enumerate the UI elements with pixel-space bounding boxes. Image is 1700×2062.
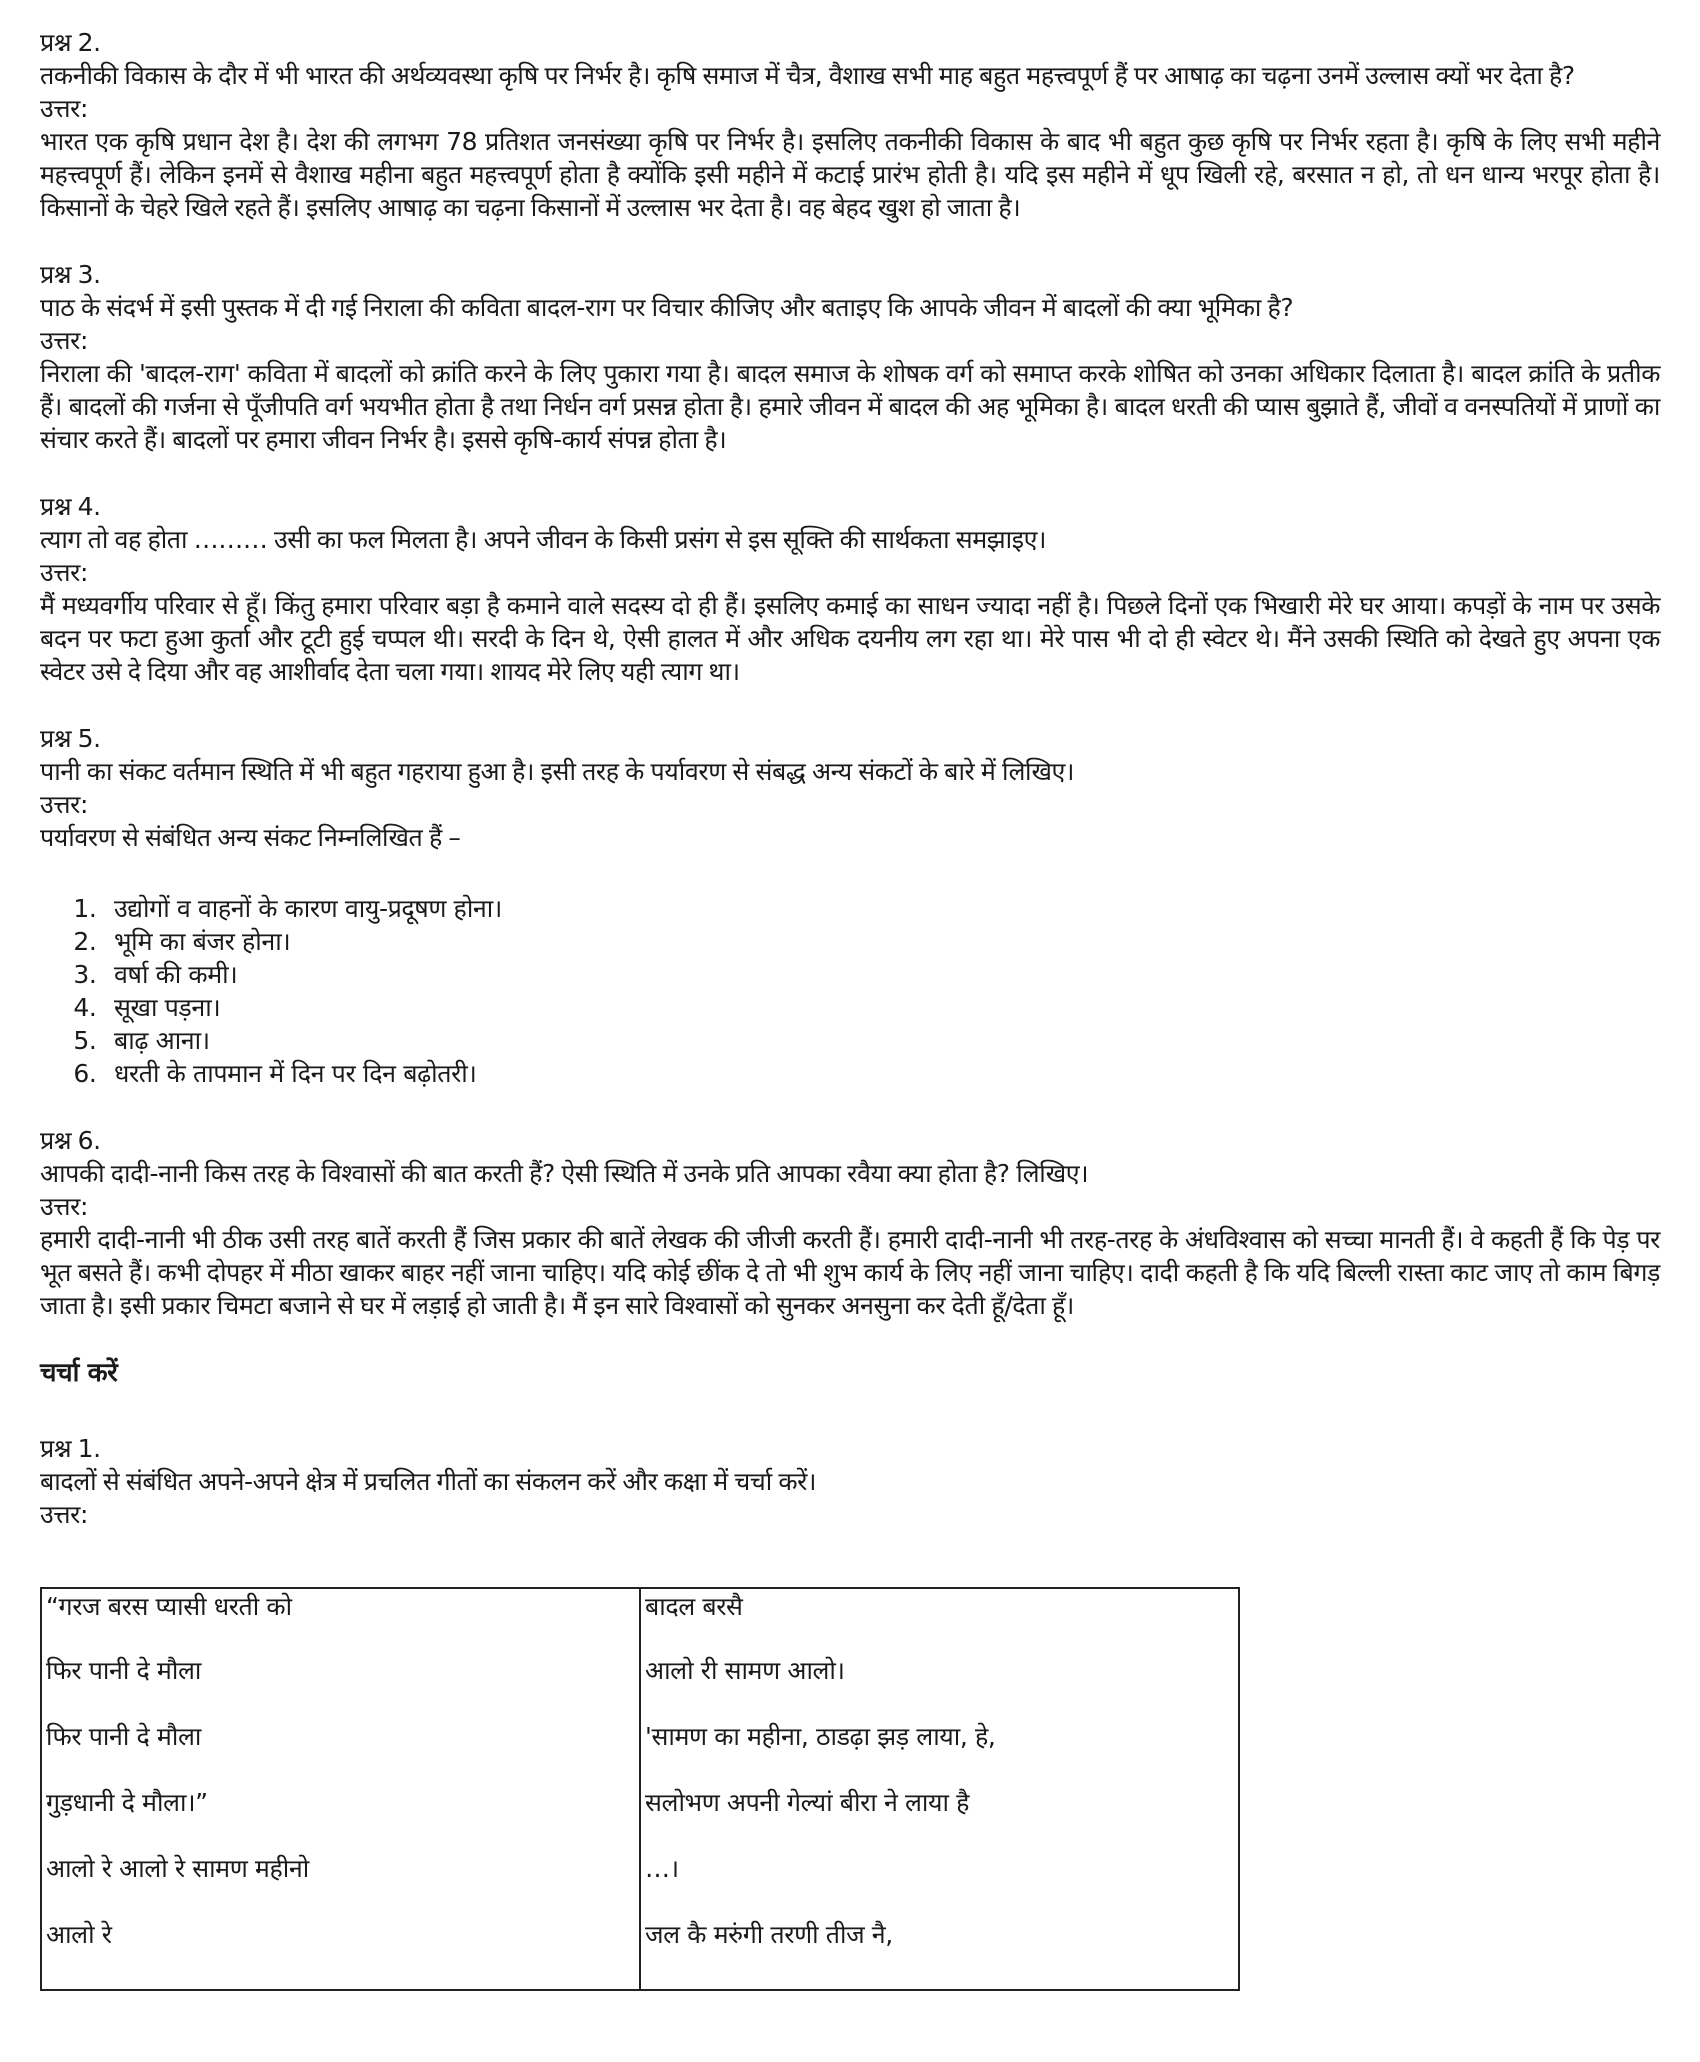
table-cell: 'सामण का महीना, ठाडढ़ा झड़ लाया, हे, (640, 1719, 1239, 1785)
answer-label: उत्तर: (40, 326, 89, 355)
table-cell: जल कै मरुंगी तरणी तीज नै, (640, 1917, 1239, 1990)
answer-label: उत्तर: (40, 558, 89, 587)
answer-label: उत्तर: (40, 1500, 89, 1529)
answer-label: उत्तर: (40, 94, 89, 123)
table-row (41, 1588, 1239, 1653)
question-label: प्रश्न 5. (40, 724, 101, 753)
question-text: तकनीकी विकास के दौर में भी भारत की अर्थव्यवस्था कृषि पर निर्भर है। कृषि समाज में चैत्र, वैशाख सभी माह बहुत महत्त्वपूर्ण हैं पर आषाढ़ का चढ़ना उनमें उल्लास क्यों भर देता है? (40, 61, 1575, 90)
question-6 (40, 1124, 1660, 1322)
answer-label: उत्तर: (40, 1192, 89, 1221)
table-cell: “गरज बरस प्यासी धरती को (41, 1588, 640, 1653)
list-item: 2. भूमि का बंजर होना। (104, 925, 1660, 958)
list-item: 1. उद्योगों व वाहनों के कारण वायु-प्रदूषण होना। (104, 892, 1660, 925)
table-cell: …। (640, 1851, 1239, 1917)
question-label: प्रश्न 1. (40, 1434, 101, 1463)
list-item: 5. बाढ़ आना। (104, 1024, 1660, 1057)
list-item: 6. धरती के तापमान में दिन पर दिन बढ़ोतरी। (104, 1057, 1660, 1090)
question-label: प्रश्न 6. (40, 1126, 101, 1155)
songs-table (40, 1587, 1240, 1991)
table-cell: बादल बरसै (640, 1588, 1239, 1653)
discussion-heading: चर्चा करें (40, 1358, 118, 1388)
question-text: आपकी दादी-नानी किस तरह के विश्वासों की बात करती हैं? ऐसी स्थिति में उनके प्रति आपका रवैया क्या होता है? लिखिए। (40, 1159, 1089, 1188)
table-cell: सलोभण अपनी गेल्यां बीरा ने लाया है (640, 1785, 1239, 1851)
discussion-question-1 (40, 1432, 1660, 1531)
table-cell: आलो रे आलो रे सामण महीनो (41, 1851, 640, 1917)
question-5 (40, 722, 1660, 1090)
table-cell: गुड़धानी दे मौला।” (41, 1785, 640, 1851)
answer-label: उत्तर: (40, 790, 89, 819)
table-row (41, 1917, 1239, 1990)
table-row (41, 1653, 1239, 1719)
question-label: प्रश्न 4. (40, 492, 101, 521)
environment-crisis-list (40, 892, 1660, 1090)
table-cell: आलो रे (41, 1917, 640, 1990)
question-4 (40, 490, 1660, 688)
question-label: प्रश्न 2. (40, 28, 101, 57)
table-cell: आलो री सामण आलो। (640, 1653, 1239, 1719)
list-item: 4. सूखा पड़ना। (104, 991, 1660, 1024)
question-text: पानी का संकट वर्तमान स्थिति में भी बहुत गहराया हुआ है। इसी तरह के पर्यावरण से संबद्ध अन्य संकटों के बारे में लिखिए। (40, 757, 1075, 786)
question-text: बादलों से संबंधित अपने-अपने क्षेत्र में प्रचलित गीतों का संकलन करें और कक्षा में चर्चा करें। (40, 1467, 817, 1496)
table-cell: फिर पानी दे मौला (41, 1653, 640, 1719)
table-row (41, 1719, 1239, 1785)
question-text: पाठ के संदर्भ में इसी पुस्तक में दी गई निराला की कविता बादल-राग पर विचार कीजिए और बताइए कि आपके जीवन में बादलों की क्या भूमिका है? (40, 293, 1294, 322)
table-cell: फिर पानी दे मौला (41, 1719, 640, 1785)
question-3 (40, 258, 1660, 456)
answer-text: भारत एक कृषि प्रधान देश है। देश की लगभग 78 प्रतिशत जनसंख्या कृषि पर निर्भर है। इसलिए तकनीकी विकास के बाद भी बहुत कुछ कृषि पर निर्भर रहता है। कृषि के लिए सभी महीने महत्त्वपूर्ण हैं। लेकिन इनमें से वैशाख महीना बहुत महत्त्वपूर्ण होता है क्योंकि इसी महीने में कटाई प्रारंभ होती है। यदि इस महीने में धूप खिली रहे, बरसात न हो, तो धन धान्य भरपूर होता है। किसानों के चेहरे खिले रहते हैं। इसलिए आषाढ़ का चढ़ना किसानों में उल्लास भर देता है। वह बेहद खुश हो जाता है। (40, 127, 1660, 222)
question-2 (40, 26, 1660, 224)
answer-text: पर्यावरण से संबंधित अन्य संकट निम्नलिखित हैं – (40, 823, 461, 852)
question-label: प्रश्न 3. (40, 260, 101, 289)
list-item: 3. वर्षा की कमी। (104, 958, 1660, 991)
table-row (41, 1851, 1239, 1917)
answer-text: निराला की 'बादल-राग' कविता में बादलों को क्रांति करने के लिए पुकारा गया है। बादल समाज के शोषक वर्ग को समाप्त करके शोषित को उनका अधिकार दिलाता है। बादल क्रांति के प्रतीक हैं। बादलों की गर्जना से पूँजीपति वर्ग भयभीत होता है तथा निर्धन वर्ग प्रसन्न होता है। हमारे जीवन में बादल की अह भूमिका है। बादल धरती की प्यास बुझाते हैं, जीवों व वनस्पतियों में प्राणों का संचार करते हैं। बादलों पर हमारा जीवन निर्भर है। इससे कृषि-कार्य संपन्न होता है। (40, 359, 1660, 454)
answer-text: मैं मध्यवर्गीय परिवार से हूँ। किंतु हमारा परिवार बड़ा है कमाने वाले सदस्य दो ही हैं। इसलिए कमाई का साधन ज्यादा नहीं है। पिछले दिनों एक भिखारी मेरे घर आया। कपड़ों के नाम पर उसके बदन पर फटा हुआ कुर्ता और टूटी हुई चप्पल थी। सरदी के दिन थे, ऐसी हालत में और अधिक दयनीय लग रहा था। मेरे पास भी दो ही स्वेटर थे। मैंने उसकी स्थिति को देखते हुए अपना एक स्वेटर उसे दे दिया और वह आशीर्वाद देता चला गया। शायद मेरे लिए यही त्याग था। (40, 591, 1660, 686)
answer-text: हमारी दादी-नानी भी ठीक उसी तरह बातें करती हैं जिस प्रकार की बातें लेखक की जीजी करती हैं। हमारी दादी-नानी भी तरह-तरह के अंधविश्वास को सच्चा मानती हैं। वे कहती हैं कि पेड़ पर भूत बसते हैं। कभी दोपहर में मीठा खाकर बाहर नहीं जाना चाहिए। यदि कोई छींक दे तो भी शुभ कार्य के लिए नहीं जाना चाहिए। दादी कहती है कि यदि बिल्ली रास्ता काट जाए तो काम बिगड़ जाता है। इसी प्रकार चिमटा बजाने से घर में लड़ाई हो जाती है। मैं इन सारे विश्वासों को सुनकर अनसुना कर देती हूँ/देता हूँ। (40, 1225, 1660, 1320)
question-text: त्याग तो वह होता ……… उसी का फल मिलता है। अपने जीवन के किसी प्रसंग से इस सूक्ति की सार्थकता समझाइए। (40, 525, 1047, 554)
table-row (41, 1785, 1239, 1851)
